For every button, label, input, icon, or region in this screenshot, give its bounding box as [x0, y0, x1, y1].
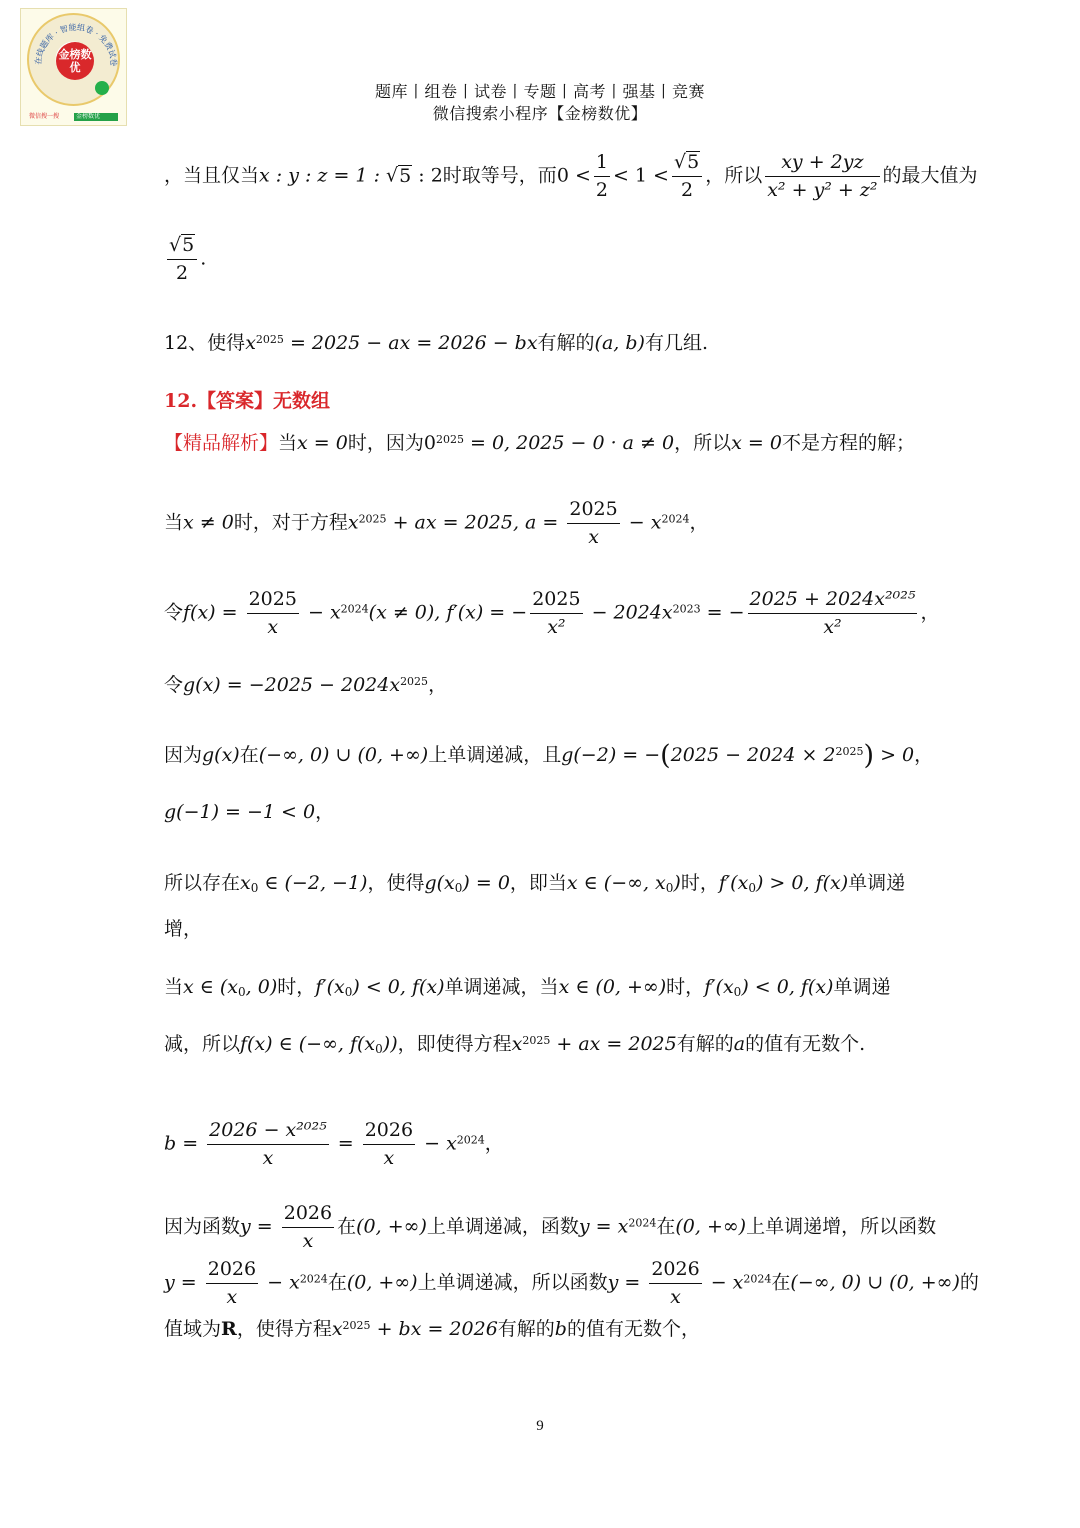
- text: 的值有无数个.: [745, 1033, 866, 1055]
- denominator: x: [302, 1230, 314, 1252]
- math: < 1 <: [612, 164, 669, 187]
- numerator: √5: [167, 232, 197, 260]
- text: ，所以: [674, 432, 732, 454]
- search-label: 微信搜一搜: [29, 113, 60, 120]
- math: =: [331, 1132, 360, 1155]
- analysis-line-6: [164, 798, 334, 826]
- fraction: [363, 1117, 415, 1172]
- header-nav-line: 题库丨组卷丨试卷丨专题丨高考丨强基丨竞赛: [374, 82, 705, 101]
- subscript: 0: [344, 985, 353, 999]
- math: f(x) =: [183, 601, 244, 624]
- math: x ∈ (x: [183, 976, 239, 998]
- text: ，: [689, 511, 709, 534]
- text: 上单调递减，所以函数: [417, 1271, 608, 1294]
- exponent: 2024: [743, 1272, 772, 1286]
- denominator: x: [383, 1147, 395, 1169]
- text: 时，: [277, 976, 316, 998]
- fraction: [206, 1256, 258, 1311]
- text: 当: [164, 511, 184, 534]
- text: 所以存在: [164, 872, 241, 894]
- text: 有解的: [676, 1033, 734, 1055]
- text: 时，: [666, 976, 705, 998]
- denominator: x: [588, 526, 599, 548]
- numerator: 2025 + 2024x²⁰²⁵: [748, 586, 918, 614]
- math: f′(x: [718, 872, 749, 894]
- math: a: [733, 1033, 746, 1055]
- denominator: x²: [547, 616, 566, 638]
- text: 值域为: [164, 1318, 222, 1340]
- math: x ∈ (−∞, x: [566, 872, 666, 894]
- math: − x: [418, 1132, 457, 1155]
- math: g(−2) = −: [561, 744, 661, 766]
- math: (−∞, 0) ∪ (0, +∞): [258, 744, 429, 766]
- text: ，当且仅当: [164, 164, 260, 187]
- denominator: 2: [681, 179, 694, 201]
- sqrt-symbol: √: [386, 164, 399, 187]
- subscript: 0: [748, 881, 756, 895]
- fraction: [530, 586, 582, 641]
- text: ，: [315, 801, 335, 823]
- text: ，: [920, 601, 940, 624]
- math: f′(x: [704, 976, 734, 998]
- text: 时取等号，而: [442, 164, 557, 187]
- math: g(x) = −2025 − 2024x: [183, 674, 401, 696]
- text: 在: [337, 1215, 357, 1238]
- math: x = 0: [297, 432, 348, 454]
- subscript: 0: [733, 985, 742, 999]
- subscript: 0: [375, 1042, 383, 1056]
- exponent: 2024: [661, 512, 690, 526]
- analysis-line-2: [164, 496, 708, 551]
- math: + ax = 2025, a =: [386, 511, 565, 534]
- math: − x: [301, 601, 341, 624]
- fraction-expression: [765, 149, 879, 204]
- text: 当: [164, 976, 184, 998]
- exponent: 2025: [342, 1318, 371, 1332]
- fraction: [567, 496, 619, 551]
- math: − x: [704, 1271, 744, 1294]
- text: .: [200, 247, 207, 270]
- text: ，使得方程: [236, 1318, 332, 1340]
- text: 因为: [164, 744, 203, 766]
- text: 当: [278, 432, 298, 454]
- math: : 2: [412, 164, 443, 187]
- math: x: [240, 872, 251, 894]
- math: (0, +∞): [675, 1215, 747, 1238]
- text: 单调递: [848, 872, 906, 894]
- math: x: [331, 1318, 343, 1340]
- text: ，使得: [367, 872, 425, 894]
- text: 的: [959, 1271, 979, 1294]
- text: ，即使得方程: [397, 1033, 512, 1055]
- math: )): [382, 1033, 398, 1055]
- exponent: 2024: [299, 1272, 328, 1286]
- text: 减，所以: [164, 1033, 241, 1055]
- math: 0: [423, 432, 436, 454]
- svg-text:在线题库 · 智能组卷 · 免费试卷: 在线题库 · 智能组卷 · 免费试卷: [33, 22, 119, 67]
- analysis-line-1: [164, 429, 915, 457]
- text: 单调递减，当: [444, 976, 559, 998]
- text: 的最大值为: [882, 164, 978, 187]
- radicand: 5: [687, 151, 700, 173]
- fraction: [748, 586, 918, 641]
- subscript: 0: [454, 881, 463, 895]
- text: 时，因为: [347, 432, 424, 454]
- text: ，: [428, 674, 448, 696]
- subscript: 0: [238, 985, 246, 999]
- text: 在: [327, 1271, 347, 1294]
- question-12: [164, 329, 708, 357]
- text: 不是方程的解；: [781, 432, 915, 454]
- exponent: 2025: [835, 744, 864, 758]
- math: g(−1) = −1 < 0: [164, 801, 316, 823]
- numerator: 1: [594, 149, 610, 177]
- math-real-set: R: [221, 1318, 237, 1340]
- math: f′(x: [315, 976, 345, 998]
- math: = −: [700, 601, 745, 624]
- math: − x: [261, 1271, 300, 1294]
- denominator: x: [267, 616, 279, 638]
- text: 上单调递增，所以函数: [746, 1215, 937, 1238]
- math: ∈ (−2, −1): [258, 872, 368, 894]
- math: ) > 0, f(x): [755, 872, 849, 894]
- math: − x: [622, 511, 662, 534]
- text: 时，对于方程: [233, 511, 348, 534]
- math: ): [673, 872, 681, 894]
- math: ) < 0, f(x): [741, 976, 834, 998]
- math: x ∈ (0, +∞): [558, 976, 667, 998]
- analysis-line-5: [164, 741, 933, 769]
- analysis-line-12: [164, 1200, 936, 1255]
- text: 时，: [680, 872, 719, 894]
- numerator: 2026: [206, 1256, 258, 1284]
- math: g(x): [202, 744, 240, 766]
- text: 有解的: [537, 332, 595, 354]
- analysis-line-8: 增，: [164, 918, 203, 940]
- math: (0, +∞): [346, 1271, 418, 1294]
- math: f(x) ∈ (−∞, f(x: [240, 1033, 376, 1055]
- denominator: x: [226, 1286, 238, 1308]
- numerator: 2026 − x²⁰²⁵: [207, 1117, 329, 1145]
- fraction: [282, 1200, 334, 1255]
- numerator: 2026: [363, 1117, 415, 1145]
- math: g(x: [424, 872, 455, 894]
- text: 令: [164, 601, 184, 624]
- math: b =: [164, 1132, 205, 1155]
- text: 上单调递减，且: [428, 744, 562, 766]
- text: 12、使得: [164, 332, 246, 354]
- math: > 0: [874, 744, 915, 766]
- math: ) < 0, f(x): [352, 976, 445, 998]
- denominator: x²: [823, 616, 842, 638]
- exponent: 2025: [358, 512, 387, 526]
- text: 的值有无数个，: [566, 1318, 700, 1340]
- text: 单调递: [833, 976, 891, 998]
- numerator: 2025: [567, 496, 619, 524]
- math: 2025 − 2024 × 2: [670, 744, 836, 766]
- text: 有几组.: [644, 332, 708, 354]
- search-chip: 金榜数优: [74, 113, 118, 121]
- math: 0 <: [556, 164, 591, 187]
- denominator: x² + y² + z²: [767, 179, 878, 201]
- text: ，: [484, 1132, 504, 1155]
- math: x = 0: [731, 432, 782, 454]
- left-paren: (: [660, 740, 671, 771]
- analysis-line-10: [164, 1030, 865, 1058]
- math: = 2025 − ax = 2026 − bx: [283, 332, 538, 354]
- page-number: 9: [536, 1418, 544, 1434]
- text-line-2: [164, 232, 206, 287]
- numerator: 2025: [530, 586, 582, 614]
- analysis-line-13: [164, 1256, 979, 1311]
- analysis-line-9: [164, 973, 890, 1001]
- fraction: [207, 1117, 329, 1172]
- text: ，: [914, 744, 934, 766]
- exponent: 2025: [522, 1033, 551, 1047]
- math: b: [554, 1318, 567, 1340]
- fraction: [649, 1256, 701, 1311]
- answer-line: 12.【答案】无数组: [164, 390, 331, 412]
- text: ，所以: [705, 164, 763, 187]
- analysis-tag: 【精品解析】: [164, 432, 279, 454]
- exponent: 2024: [628, 1216, 657, 1230]
- denominator: 2: [176, 262, 189, 284]
- math: ) = 0: [462, 872, 510, 894]
- fraction-root5-over-2: [167, 232, 197, 287]
- subscript: 0: [665, 881, 674, 895]
- math: y = x: [578, 1215, 629, 1238]
- fraction-half: [594, 149, 610, 204]
- radicand: 5: [399, 164, 412, 187]
- right-paren: ): [863, 740, 875, 771]
- exponent: 2024: [456, 1133, 485, 1147]
- math: (x ≠ 0), f′(x) = −: [368, 601, 528, 624]
- exponent: 2023: [672, 602, 701, 616]
- math: x : y : z = 1 :: [259, 164, 387, 187]
- math: x: [511, 1033, 523, 1055]
- text: 在: [239, 744, 259, 766]
- radicand: 5: [182, 234, 195, 256]
- analysis-line-11: [164, 1117, 504, 1172]
- text: 令: [164, 674, 184, 696]
- text: 有解的: [497, 1318, 555, 1340]
- logo-center-text: 金榜数优: [56, 42, 94, 80]
- header-miniprogram-line: 微信搜索小程序【金榜数优】: [432, 104, 648, 123]
- fraction: [247, 586, 299, 641]
- math: x ≠ 0: [183, 511, 234, 534]
- denominator: 2: [595, 179, 608, 201]
- text: 上单调递减，函数: [426, 1215, 579, 1238]
- numerator: 2025: [247, 586, 299, 614]
- text: 在: [771, 1271, 791, 1294]
- exponent: 2025: [400, 674, 429, 688]
- analysis-line-3: [164, 586, 939, 641]
- text: ，即当: [509, 872, 567, 894]
- analysis-line-4: [164, 671, 447, 699]
- denominator: x: [262, 1147, 274, 1169]
- math: y =: [607, 1271, 647, 1294]
- denominator: x: [670, 1286, 681, 1308]
- math: (0, +∞): [356, 1215, 427, 1238]
- exponent: 2025: [255, 332, 284, 346]
- math: y =: [164, 1271, 203, 1294]
- math: + ax = 2025: [550, 1033, 677, 1055]
- math: , 0): [245, 976, 278, 998]
- analysis-line-7: [164, 869, 905, 897]
- math: y =: [240, 1215, 279, 1238]
- exponent: 2025: [435, 432, 464, 446]
- subscript: 0: [250, 881, 259, 895]
- math: + bx = 2026: [370, 1318, 498, 1340]
- math: (a, b): [594, 332, 645, 354]
- numerator: √5: [672, 149, 702, 177]
- analysis-line-14: [164, 1315, 700, 1343]
- text-line-1: [164, 149, 978, 204]
- numerator: 2026: [282, 1200, 334, 1228]
- fraction-root5-over-2: [672, 149, 702, 204]
- math: − 2024x: [585, 601, 673, 624]
- math: x: [347, 511, 359, 534]
- text: 因为函数: [164, 1215, 241, 1238]
- numerator: 2026: [649, 1256, 701, 1284]
- text: 在: [656, 1215, 676, 1238]
- math: (−∞, 0) ∪ (0, +∞): [790, 1271, 960, 1294]
- math: = 0, 2025 − 0 · a ≠ 0: [463, 432, 675, 454]
- math: x: [245, 332, 256, 354]
- numerator: xy + 2yz: [765, 149, 879, 177]
- exponent: 2024: [340, 602, 369, 616]
